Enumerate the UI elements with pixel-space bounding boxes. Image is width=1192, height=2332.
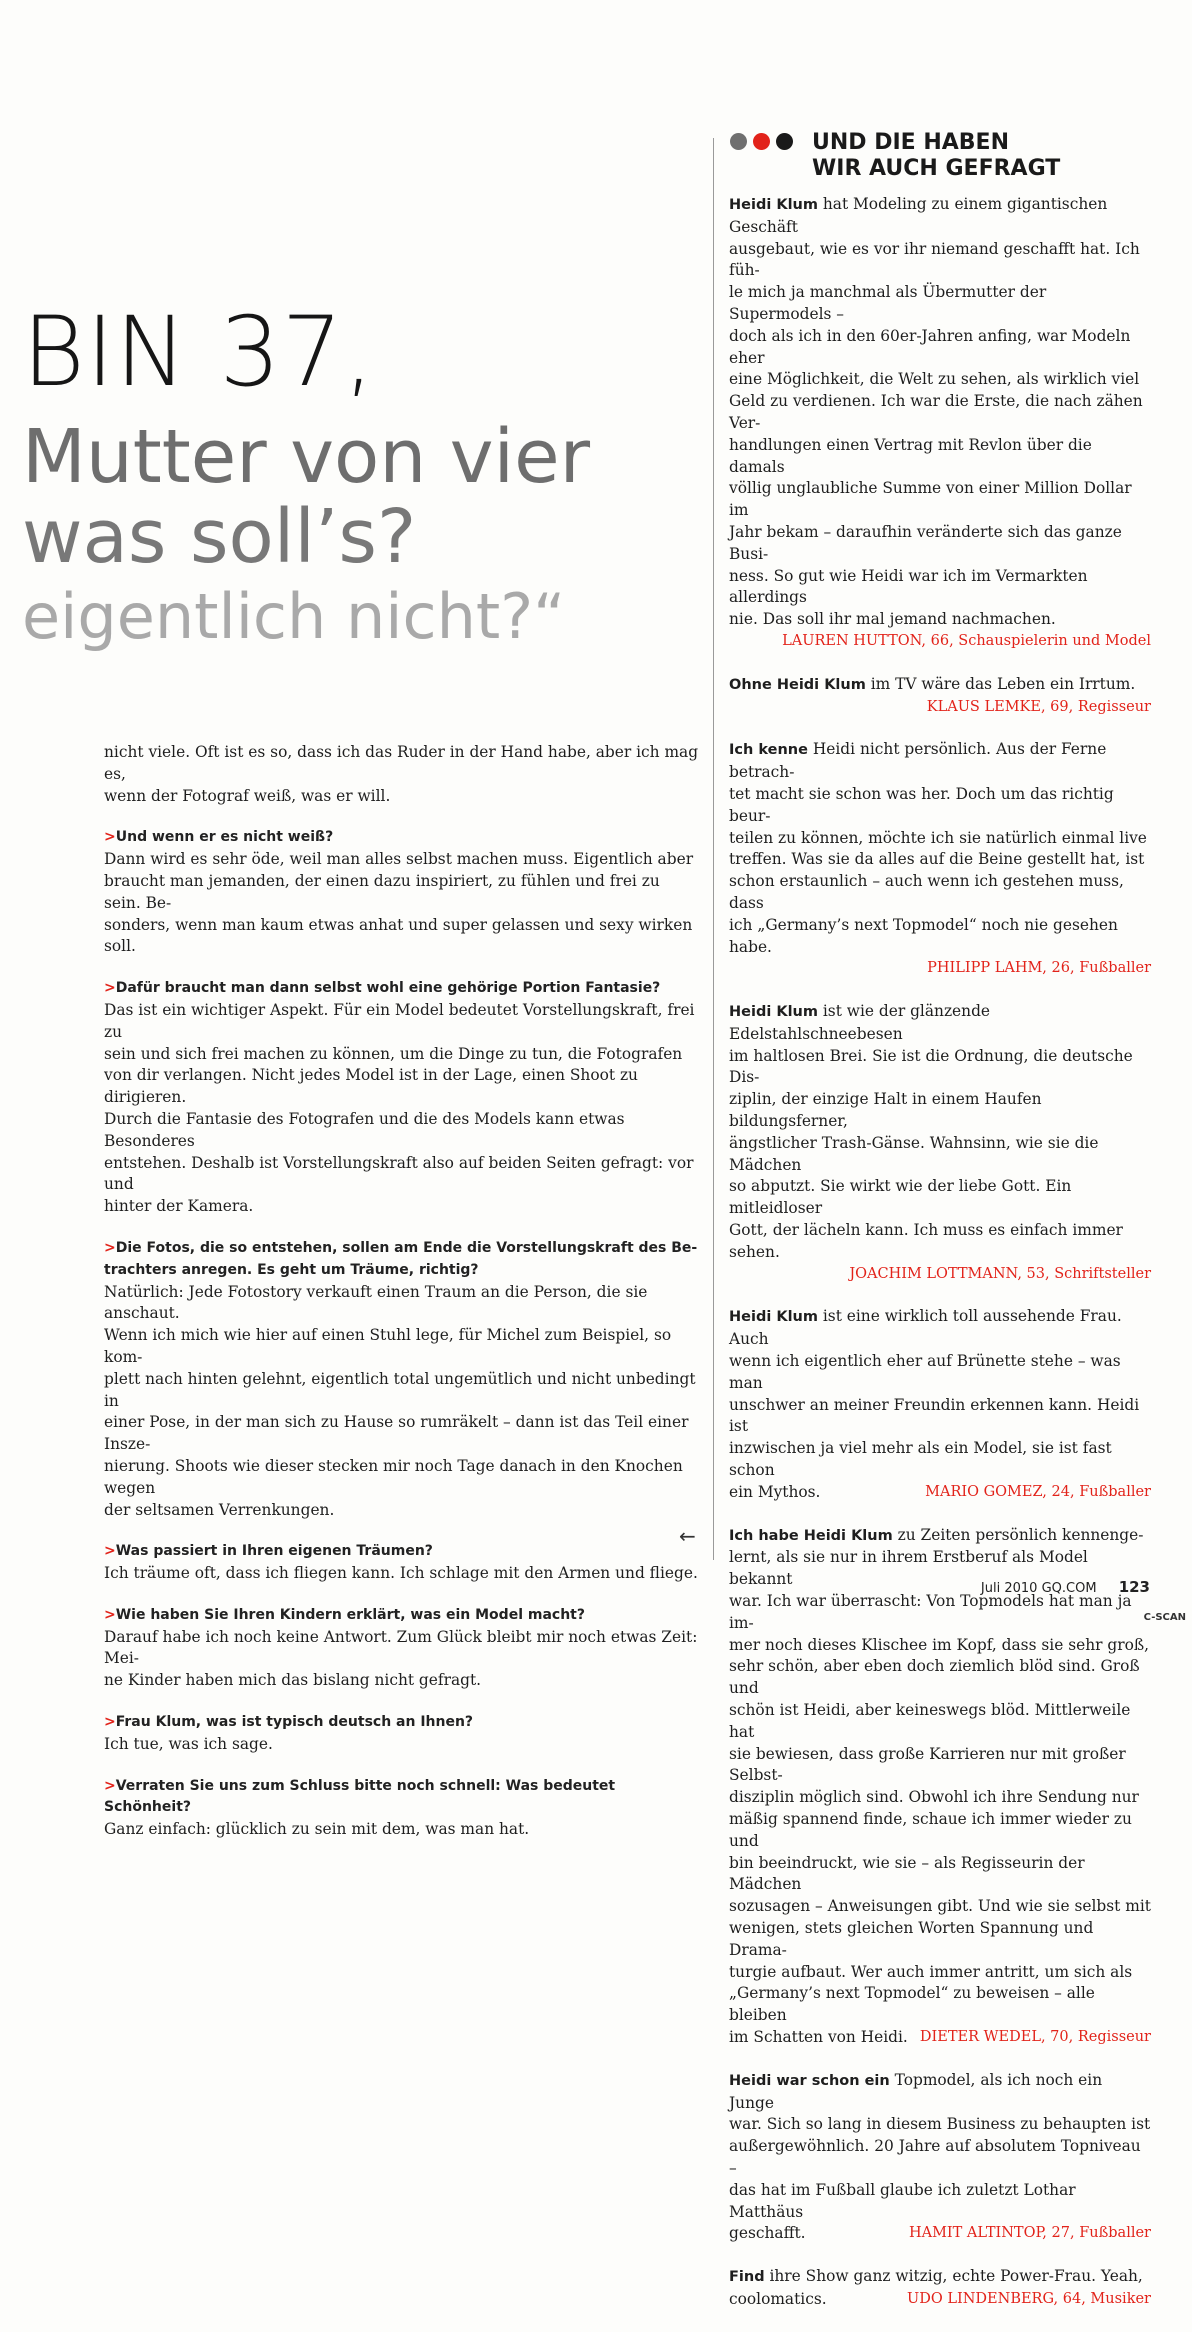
quote-line — [729, 1656, 1151, 1700]
quote-line — [729, 391, 1151, 435]
quote-line — [729, 369, 1151, 391]
quote-text: eine Möglichkeit, die Welt zu sehen, als wirklich viel — [729, 370, 1140, 389]
answer-line: ne Kinder haben mich das bislang nicht gefragt. — [104, 1671, 482, 1690]
answer-line: plett nach hinten gelehnt, eigentlich total ungemütlich und nicht unbedingt in — [104, 1369, 696, 1410]
quote-line — [729, 1176, 1151, 1220]
quote-text: Topmodel, als ich noch ein Junge — [729, 2070, 1103, 2112]
quote-text: „Germany’s next Topmodel“ zu beweisen – alle bleiben — [729, 1984, 1095, 2025]
quote-attribution: KLAUS LEMKE, 69, Regisseur — [926, 698, 1151, 715]
site-name: GQ.COM — [1041, 1581, 1097, 1596]
quote-attribution: DIETER WEDEL, 70, Regisseur — [919, 2028, 1151, 2045]
section-dot — [776, 133, 793, 150]
quote-text: turgie aufbaut. Wer auch immer antritt, um sich als — [729, 1962, 1133, 1981]
question-line: Dafür braucht man dann selbst wohl eine gehörige Portion Fantasie? — [115, 980, 661, 997]
sidebar-quote — [729, 194, 1151, 653]
answer-line: sonders, wenn man kaum etwas anhat und super gelassen und sexy wirken soll. — [104, 915, 693, 956]
answer-line: Ich träume oft, dass ich fliegen kann. Ich schlage mit den Armen und fliege. — [104, 1564, 698, 1583]
quote-text: coolomatics. — [729, 2289, 827, 2308]
sidebar-quote — [729, 2070, 1151, 2245]
headline-line-3: was soll’s? — [22, 494, 417, 580]
quote-lead: Ich kenne — [729, 742, 808, 759]
quote-text: ihre Show ganz witzig, echte Power-Frau. Yeah, — [764, 2267, 1143, 2286]
quote-text: Geld zu verdienen. Ich war die Erste, die nach zähen Ver- — [729, 392, 1143, 432]
quote-text: Gott, der lächeln kann. Ich muss es einfach immer sehen. — [729, 1221, 1123, 1261]
quote-line — [729, 871, 1151, 915]
quote-line — [729, 2180, 1151, 2224]
quote-line — [729, 326, 1151, 370]
quote-text: disziplin möglich sind. Obwohl ich ihre Sendung nur — [729, 1788, 1139, 1807]
quote-line — [729, 435, 1151, 479]
quote-line — [729, 1525, 1151, 1548]
quote-line — [729, 1983, 1151, 2027]
quote-lead: Find — [729, 2269, 765, 2286]
quote-text: ist wie der glänzende Edelstahlschneebesen — [729, 1002, 991, 1043]
quote-lead: Ich habe Heidi Klum — [729, 1527, 893, 1544]
quote-text: sie bewiesen, dass große Karrieren nur mit großer Selbst- — [729, 1744, 1126, 1785]
column-divider — [713, 138, 714, 1560]
quote-line — [729, 1896, 1151, 1918]
quote-line — [729, 784, 1151, 828]
question-line: Was passiert in Ihren eigenen Träumen? — [115, 1543, 433, 1560]
answer-line: Dann wird es sehr öde, weil man alles selbst machen muss. Eigentlich aber — [104, 850, 694, 869]
quote-text: ness. So gut wie Heidi war ich im Vermarkten allerdings — [729, 566, 1088, 607]
quote-text: im Schatten von Heidi. — [729, 2027, 908, 2046]
interview-question — [104, 978, 700, 1000]
page-number: 123 — [1118, 1578, 1150, 1596]
quote-text: nie. Das soll ihr mal jemand nachmachen. — [729, 610, 1056, 629]
interview-question — [104, 1541, 700, 1563]
quote-text: mer noch dieses Klischee im Kopf, dass sie sehr groß, — [729, 1635, 1150, 1654]
quote-line — [729, 194, 1151, 239]
sidebar-quote — [729, 674, 1151, 719]
answer-line: nicht viele. Oft ist es so, dass ich das Ruder in der Hand habe, aber ich mag es, — [104, 743, 699, 783]
quote-line — [729, 566, 1151, 610]
quote-text: Jahr bekam – daraufhin veränderte sich das ganze Busi- — [729, 522, 1122, 563]
quote-text: wenigen, stets gleichen Worten Spannung und Drama- — [729, 1918, 1094, 1959]
quote-line — [729, 2266, 1151, 2289]
quote-text: ist eine wirklich toll aussehende Frau. Auch — [729, 1307, 1122, 1349]
quote-text: wenn ich eigentlich eher auf Brünette stehe – was man — [729, 1352, 1121, 1392]
quote-line — [729, 1744, 1151, 1788]
answer-line: entstehen. Deshalb ist Vorstellungskraft also auf beiden Seiten gefragt: vor und — [104, 1153, 694, 1194]
question-marker: > — [104, 1777, 116, 1794]
quote-text: das hat im Fußball glaube ich zuletzt Lothar Matthäus — [729, 2180, 1076, 2221]
quote-text: war. Sich so lang in diesem Business zu behaupten ist — [729, 2115, 1151, 2134]
quote-text: inzwischen ja viel mehr als ein Model, sie ist fast schon — [729, 1439, 1112, 1480]
sidebar-quote — [729, 1001, 1151, 1285]
quote-attribution: HAMIT ALTINTOP, 27, Fußballer — [908, 2225, 1151, 2242]
quote-text: schon erstaunlich – auch wenn ich gestehen muss, dass — [729, 872, 1124, 912]
quote-text: zu Zeiten persönlich kennenge- — [892, 1525, 1144, 1544]
quote-line — [729, 282, 1151, 326]
quote-line — [729, 2027, 1151, 2049]
quote-text: ein Mythos. — [729, 1482, 821, 1501]
interview-column — [104, 742, 700, 1841]
quote-line — [729, 1700, 1151, 1744]
quote-line — [729, 522, 1151, 566]
interview-question — [104, 1712, 700, 1734]
quote-text: sozusagen – Anweisungen gibt. Und wie sie selbst mit — [729, 1897, 1151, 1916]
interview-question — [104, 827, 700, 849]
quote-text: ich „Germany’s next Topmodel“ noch nie gesehen habe. — [729, 915, 1118, 956]
quote-lead: Ohne Heidi Klum — [729, 676, 866, 693]
sidebar-title — [812, 130, 1060, 182]
quote-line — [729, 1635, 1151, 1657]
quote-lead: Heidi war schon ein — [729, 2072, 890, 2089]
quote-text: ausgebaut, wie es vor ihr niemand geschafft hat. Ich füh- — [729, 239, 1140, 280]
quote-text: tet macht sie schon was her. Doch um das richtig beur- — [729, 784, 1114, 825]
quote-attribution: JOACHIM LOTTMANN, 53, Schriftsteller — [849, 1265, 1151, 1282]
answer-line: hinter der Kamera. — [104, 1197, 254, 1216]
answer-line: Durch die Fantasie des Fotografen und die des Models kann etwas Besonderes — [104, 1109, 625, 1150]
quote-line — [729, 1351, 1151, 1395]
quote-attribution: UDO LINDENBERG, 64, Musiker — [907, 2290, 1151, 2307]
page-footer — [981, 1578, 1150, 1596]
quote-text: geschafft. — [729, 2224, 806, 2243]
quote-lead: Heidi Klum — [729, 197, 818, 213]
quote-attribution: PHILIPP LAHM, 26, Fußballer — [927, 960, 1151, 977]
quote-line — [729, 2136, 1151, 2180]
answer-line: einer Pose, in der man sich zu Hause so rumräkelt – dann ist das Teil einer Insze- — [104, 1413, 689, 1454]
answer-line: Darauf habe ich noch keine Antwort. Zum Glück bleibt mir noch etwas Zeit: Mei- — [104, 1627, 698, 1668]
quote-text: le mich ja manchmal als Übermutter der Supermodels – — [729, 283, 1047, 323]
quote-line — [729, 1482, 1151, 1504]
question-line: Wie haben Sie Ihren Kindern erklärt, was ein Model macht? — [115, 1606, 585, 1623]
interview-question — [104, 1238, 700, 1282]
answer-line: Wenn ich mich wie hier auf einen Stuhl lege, für Michel zum Beispiel, so kom- — [104, 1326, 672, 1366]
quote-line — [729, 2223, 1151, 2245]
quote-text: hat Modeling zu einem gigantischen Geschäft — [729, 195, 1108, 236]
quote-text: außergewöhnlich. 20 Jahre auf absolutem Topniveau – — [729, 2137, 1141, 2177]
quote-text: doch als ich in den 60er-Jahren anfing, war Modeln eher — [729, 326, 1131, 367]
question-line: Verraten Sie uns zum Schluss bitte noch schnell: Was bedeutet Schönheit? — [104, 1777, 616, 1816]
quote-lead: Heidi Klum — [729, 1309, 818, 1326]
quote-line — [729, 1918, 1151, 1962]
quote-line — [729, 674, 1151, 697]
quote-text: Heidi nicht persönlich. Aus der Ferne betrach- — [729, 740, 1107, 782]
answer-line: wenn der Fotograf weiß, was er will. — [104, 786, 391, 805]
quote-text: völlig unglaubliche Summe von einer Million Dollar im — [729, 479, 1132, 520]
quote-text: im TV wäre das Leben ein Irrtum. — [865, 674, 1136, 693]
section-dots — [730, 133, 799, 154]
quote-text: bin beeindruckt, wie sie – als Regisseurin der Mädchen — [729, 1853, 1085, 1894]
quote-text: war. Ich war überrascht: Von Topmodels hat man ja im- — [729, 1592, 1132, 1632]
answer-line: braucht man jemanden, der einen dazu inspiriert, zu fühlen und frei zu sein. Be- — [104, 871, 660, 912]
sidebar-title-line-2: WIR AUCH GEFRAGT — [812, 156, 1061, 181]
question-line: trachters anregen. Es geht um Träume, richtig? — [104, 1261, 479, 1278]
answer-line: Das ist ein wichtiger Aspekt. Für ein Model bedeutet Vorstellungskraft, frei zu — [104, 1000, 695, 1041]
section-dot — [730, 133, 747, 150]
question-marker: > — [104, 1543, 116, 1560]
question-marker: > — [104, 980, 116, 997]
quote-line — [729, 2289, 1151, 2311]
quote-text: lernt, als sie nur in ihrem Erstberuf als Model bekannt — [729, 1548, 1088, 1589]
answer-line: sein und sich frei machen zu können, um die Dinge zu tun, die Fotografen — [104, 1044, 683, 1063]
quote-line — [729, 2070, 1151, 2115]
quote-text: sehr schön, aber eben doch ziemlich blöd sind. Groß und — [729, 1657, 1140, 1698]
quote-attribution: MARIO GOMEZ, 24, Fußballer — [925, 1483, 1151, 1500]
issue-date: Juli 2010 — [980, 1581, 1038, 1596]
quote-line — [729, 1089, 1151, 1133]
answer-line: Ganz einfach: glücklich zu sein mit dem, was man hat. — [104, 1820, 530, 1839]
quote-text: unschwer an meiner Freundin erkennen kann. Heidi ist — [729, 1395, 1140, 1436]
quote-line — [729, 1046, 1151, 1090]
quote-line — [729, 1438, 1151, 1482]
headline-line-2: Mutter von vier — [22, 414, 591, 500]
quote-text: teilen zu können, möchte ich sie natürlich einmal live — [729, 828, 1147, 847]
quote-line — [729, 1853, 1151, 1897]
question-line: Die Fotos, die so entstehen, sollen am Ende die Vorstellungskraft des Be- — [115, 1239, 698, 1256]
sidebar-quote — [729, 1306, 1151, 1503]
section-dot — [753, 133, 770, 150]
quote-line — [729, 849, 1151, 871]
question-marker: > — [104, 829, 116, 846]
quote-text: ziplin, der einzige Halt in einem Haufen bildungsferner, — [729, 1090, 1042, 1131]
quote-line — [729, 1809, 1151, 1853]
question-line: Frau Klum, was ist typisch deutsch an Ihnen? — [115, 1714, 474, 1731]
quote-line — [729, 2114, 1151, 2136]
quote-line — [729, 1962, 1151, 1984]
sidebar-quote — [729, 1525, 1151, 2049]
quotes-column — [729, 194, 1151, 2332]
quote-line — [729, 915, 1151, 959]
question-line: Und wenn er es nicht weiß? — [115, 829, 334, 846]
answer-line: nierung. Shoots wie dieser stecken mir noch Tage danach in den Knochen wegen — [104, 1456, 683, 1497]
answer-line: von dir verlangen. Nicht jedes Model ist in der Lage, einen Shoot zu dirigieren. — [104, 1066, 638, 1107]
scan-credit: C-SCAN — [1143, 1612, 1186, 1623]
quote-text: handlungen einen Vertrag mit Revlon über die damals — [729, 435, 1092, 476]
quote-line — [729, 1306, 1151, 1351]
quote-lead: Heidi Klum — [729, 1004, 818, 1021]
question-marker: > — [104, 1714, 116, 1731]
interview-question — [104, 1776, 700, 1820]
quote-text: so abputzt. Sie wirkt wie der liebe Gott. Ein mitleidloser — [729, 1177, 1072, 1218]
quote-text: im haltlosen Brei. Sie ist die Ordnung, die deutsche Dis- — [729, 1046, 1133, 1087]
quote-attribution: LAUREN HUTTON, 66, Schauspielerin und Model — [782, 632, 1151, 649]
question-marker: > — [104, 1239, 116, 1256]
quote-line — [729, 1787, 1151, 1809]
interview-question — [104, 1605, 700, 1627]
answer-line: Ich tue, was ich sage. — [104, 1734, 273, 1753]
quote-line — [729, 239, 1151, 283]
quote-line — [729, 478, 1151, 522]
quote-text: mäßig spannend finde, schaue ich immer wieder zu und — [729, 1809, 1132, 1850]
answer-line: der seltsamen Verrenkungen. — [104, 1500, 335, 1519]
quote-line — [729, 1001, 1151, 1046]
back-arrow-icon: ← — [679, 1524, 696, 1548]
sidebar-title-line-1: UND DIE HABEN — [812, 130, 1009, 155]
quote-line — [729, 1591, 1151, 1635]
quote-text: ängstlicher Trash-Gänse. Wahnsinn, wie sie die Mädchen — [729, 1133, 1099, 1174]
quote-line — [729, 828, 1151, 850]
quote-line — [729, 1133, 1151, 1177]
headline-line-1: BIN 37, — [22, 296, 376, 408]
answer-line: Natürlich: Jede Fotostory verkauft einen Traum an die Person, die sie anschaut. — [104, 1282, 648, 1323]
question-marker: > — [104, 1606, 116, 1623]
quote-line — [729, 1395, 1151, 1439]
sidebar-quote — [729, 2266, 1151, 2311]
quote-line — [729, 609, 1151, 631]
quote-text: treffen. Was sie da alles auf die Beine gestellt hat, ist — [729, 850, 1145, 869]
sidebar-quote — [729, 739, 1151, 980]
quote-line — [729, 739, 1151, 784]
quote-line — [729, 1220, 1151, 1264]
headline-line-4: eigentlich nicht?“ — [22, 580, 566, 653]
quote-text: schön ist Heidi, aber keineswegs blöd. Mittlerweile hat — [729, 1701, 1131, 1741]
